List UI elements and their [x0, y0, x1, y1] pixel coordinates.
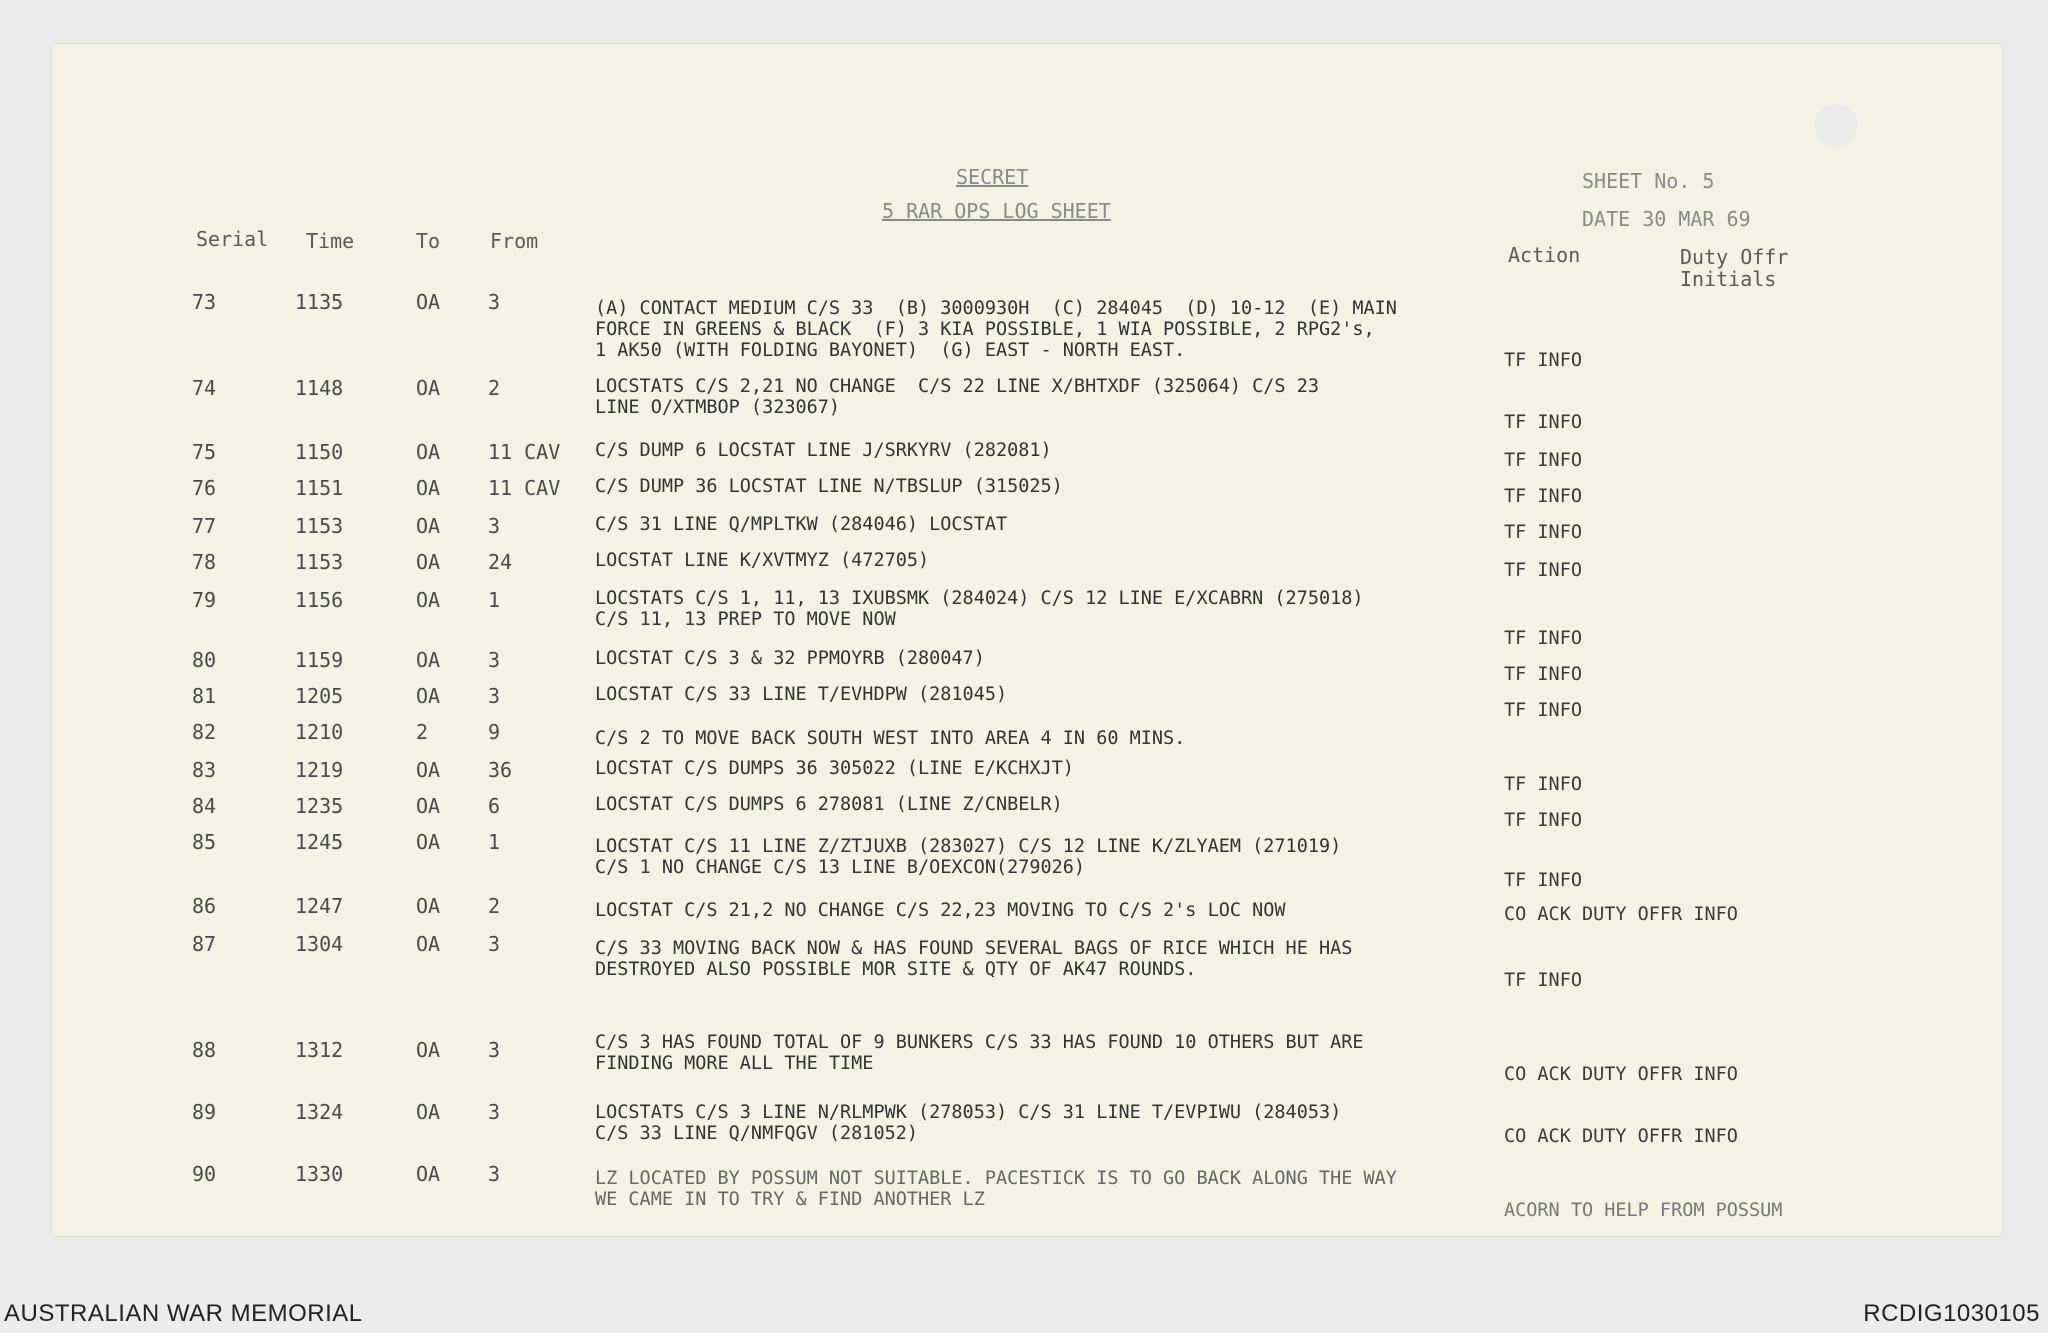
entry-from: 1: [488, 830, 501, 854]
entry-from: 3: [488, 932, 501, 956]
entry-serial: 75: [192, 440, 217, 464]
sheet-number: SHEET No. 5: [1582, 169, 1715, 193]
entry-to: OA: [416, 830, 441, 854]
entry-to: OA: [416, 588, 441, 612]
entry-action: TF INFO: [1504, 970, 1582, 991]
entry-message: LOCSTATS C/S 1, 11, 13 IXUBSMK (284024) C/S 12 LINE E/XCABRN (275018) C/S 11, 13 PREP TO MOVE NOW: [595, 588, 1364, 630]
entry-from: 11 CAV: [488, 476, 561, 500]
entry-to: OA: [416, 648, 441, 672]
entry-to: OA: [416, 476, 441, 500]
entry-message: LZ LOCATED BY POSSUM NOT SUITABLE. PACESTICK IS TO GO BACK ALONG THE WAY WE CAME IN TO TRY & FIND ANOTHER LZ: [595, 1168, 1397, 1210]
entry-message: C/S DUMP 6 LOCSTAT LINE J/SRKYRV (282081): [595, 440, 1052, 461]
entry-to: OA: [416, 932, 441, 956]
entry-action: CO ACK DUTY OFFR INFO: [1504, 904, 1738, 925]
entry-from: 3: [488, 1162, 501, 1186]
footer-source-label: AUSTRALIAN WAR MEMORIAL: [4, 1300, 363, 1327]
entry-serial: 73: [192, 290, 217, 314]
entry-message: LOCSTAT C/S 33 LINE T/EVHDPW (281045): [595, 684, 1008, 705]
entry-time: 1135: [295, 290, 344, 314]
column-header-to: To: [416, 229, 441, 253]
entry-from: 2: [488, 376, 501, 400]
entry-to: OA: [416, 550, 441, 574]
entry-to: 2: [416, 720, 429, 744]
entry-action: TF INFO: [1504, 522, 1582, 543]
entry-to: OA: [416, 1162, 441, 1186]
entry-time: 1330: [295, 1162, 344, 1186]
log-title: 5 RAR OPS LOG SHEET: [882, 199, 1111, 223]
entry-from: 3: [488, 514, 501, 538]
entry-to: OA: [416, 758, 441, 782]
entry-serial: 74: [192, 376, 217, 400]
entry-message: LOCSTAT LINE K/XVTMYZ (472705): [595, 550, 930, 571]
entry-serial: 84: [192, 794, 217, 818]
entry-from: 6: [488, 794, 501, 818]
entry-serial: 78: [192, 550, 217, 574]
entry-to: OA: [416, 1038, 441, 1062]
entry-serial: 79: [192, 588, 217, 612]
entry-action: TF INFO: [1504, 664, 1582, 685]
entry-time: 1159: [295, 648, 344, 672]
entry-from: 9: [488, 720, 501, 744]
classification-marking: SECRET: [956, 165, 1029, 189]
entry-time: 1153: [295, 514, 344, 538]
entry-from: 3: [488, 648, 501, 672]
entry-time: 1153: [295, 550, 344, 574]
entry-from: 1: [488, 588, 501, 612]
entry-message: C/S 31 LINE Q/MPLTKW (284046) LOCSTAT: [595, 514, 1008, 535]
entry-to: OA: [416, 894, 441, 918]
entry-action: TF INFO: [1504, 486, 1582, 507]
entry-message: LOCSTAT C/S DUMPS 36 305022 (LINE E/KCHXJT): [595, 758, 1074, 779]
entry-serial: 90: [192, 1162, 217, 1186]
entry-time: 1312: [295, 1038, 344, 1062]
entry-to: OA: [416, 376, 441, 400]
entry-message: C/S 33 MOVING BACK NOW & HAS FOUND SEVERAL BAGS OF RICE WHICH HE HAS DESTROYED ALSO POSSIBLE MOR SITE & QTY OF AK47 ROUNDS.: [595, 938, 1353, 980]
sheet-date: DATE 30 MAR 69: [1582, 207, 1751, 231]
entry-serial: 88: [192, 1038, 217, 1062]
entry-from: 11 CAV: [488, 440, 561, 464]
column-header-time: Time: [306, 229, 355, 253]
entry-to: OA: [416, 794, 441, 818]
entry-from: 2: [488, 894, 501, 918]
entry-message: C/S 3 HAS FOUND TOTAL OF 9 BUNKERS C/S 33 HAS FOUND 10 OTHERS BUT ARE FINDING MORE ALL THE TIME: [595, 1032, 1364, 1074]
entry-action: TF INFO: [1504, 560, 1582, 581]
entry-action: TF INFO: [1504, 350, 1582, 371]
entry-time: 1245: [295, 830, 344, 854]
entry-from: 3: [488, 1038, 501, 1062]
entry-to: OA: [416, 290, 441, 314]
entry-to: OA: [416, 514, 441, 538]
entry-action: TF INFO: [1504, 628, 1582, 649]
entry-message: LOCSTAT C/S 3 & 32 PPMOYRB (280047): [595, 648, 985, 669]
entry-action: TF INFO: [1504, 700, 1582, 721]
entry-serial: 83: [192, 758, 217, 782]
entry-time: 1156: [295, 588, 344, 612]
entry-from: 36: [488, 758, 513, 782]
entry-message: LOCSTAT C/S 21,2 NO CHANGE C/S 22,23 MOVING TO C/S 2's LOC NOW: [595, 900, 1286, 921]
entry-time: 1304: [295, 932, 344, 956]
entry-time: 1235: [295, 794, 344, 818]
entry-to: OA: [416, 684, 441, 708]
column-header-serial: Serial: [196, 227, 269, 251]
entry-message: (A) CONTACT MEDIUM C/S 33 (B) 3000930H (C) 284045 (D) 10-12 (E) MAIN FORCE IN GREENS & BLACK (F) 3 KIA POSSIBLE, 1 WIA POSSIBLE, 2 RPG2's, 1 AK50 (WITH FOLDING BAYONET) (G) EAST - NORTH EAST.: [595, 298, 1397, 361]
entry-message: LOCSTATS C/S 2,21 NO CHANGE C/S 22 LINE X/BHTXDF (325064) C/S 23 LINE O/XTMBOP (323067): [595, 376, 1319, 418]
entry-time: 1205: [295, 684, 344, 708]
column-header-action: Action: [1508, 243, 1581, 267]
entry-serial: 80: [192, 648, 217, 672]
log-sheet-paper: [52, 44, 2002, 1236]
punch-hole: [1814, 104, 1858, 148]
entry-from: 24: [488, 550, 513, 574]
entry-from: 3: [488, 290, 501, 314]
entry-serial: 85: [192, 830, 217, 854]
entry-serial: 81: [192, 684, 217, 708]
entry-action: CO ACK DUTY OFFR INFO: [1504, 1126, 1738, 1147]
entry-to: OA: [416, 1100, 441, 1124]
entry-time: 1219: [295, 758, 344, 782]
entry-from: 3: [488, 684, 501, 708]
entry-action: TF INFO: [1504, 870, 1582, 891]
column-header-from: From: [490, 229, 539, 253]
entry-message: C/S 2 TO MOVE BACK SOUTH WEST INTO AREA 4 IN 60 MINS.: [595, 728, 1186, 749]
column-header-duty-offr: Duty Offr: [1680, 245, 1789, 269]
entry-time: 1148: [295, 376, 344, 400]
entry-action: TF INFO: [1504, 412, 1582, 433]
entry-from: 3: [488, 1100, 501, 1124]
entry-message: LOCSTAT C/S 11 LINE Z/ZTJUXB (283027) C/S 12 LINE K/ZLYAEM (271019) C/S 1 NO CHANGE C/S 13 LINE B/OEXCON(279026): [595, 836, 1342, 878]
footer-record-id: RCDIG1030105: [1863, 1300, 2040, 1327]
entry-serial: 82: [192, 720, 217, 744]
entry-serial: 76: [192, 476, 217, 500]
entry-time: 1324: [295, 1100, 344, 1124]
entry-action: ACORN TO HELP FROM POSSUM: [1504, 1200, 1783, 1221]
entry-serial: 86: [192, 894, 217, 918]
entry-serial: 77: [192, 514, 217, 538]
entry-action: TF INFO: [1504, 774, 1582, 795]
entry-time: 1150: [295, 440, 344, 464]
column-header-initials: Initials: [1680, 267, 1777, 291]
entry-time: 1151: [295, 476, 344, 500]
entry-message: C/S DUMP 36 LOCSTAT LINE N/TBSLUP (315025): [595, 476, 1063, 497]
entry-action: CO ACK DUTY OFFR INFO: [1504, 1064, 1738, 1085]
entry-serial: 87: [192, 932, 217, 956]
entry-serial: 89: [192, 1100, 217, 1124]
entry-to: OA: [416, 440, 441, 464]
entry-message: LOCSTAT C/S DUMPS 6 278081 (LINE Z/CNBELR): [595, 794, 1063, 815]
entry-action: TF INFO: [1504, 450, 1582, 471]
entry-time: 1210: [295, 720, 344, 744]
entry-action: TF INFO: [1504, 810, 1582, 831]
entry-message: LOCSTATS C/S 3 LINE N/RLMPWK (278053) C/S 31 LINE T/EVPIWU (284053) C/S 33 LINE Q/NMFQGV (281052): [595, 1102, 1342, 1144]
entry-time: 1247: [295, 894, 344, 918]
